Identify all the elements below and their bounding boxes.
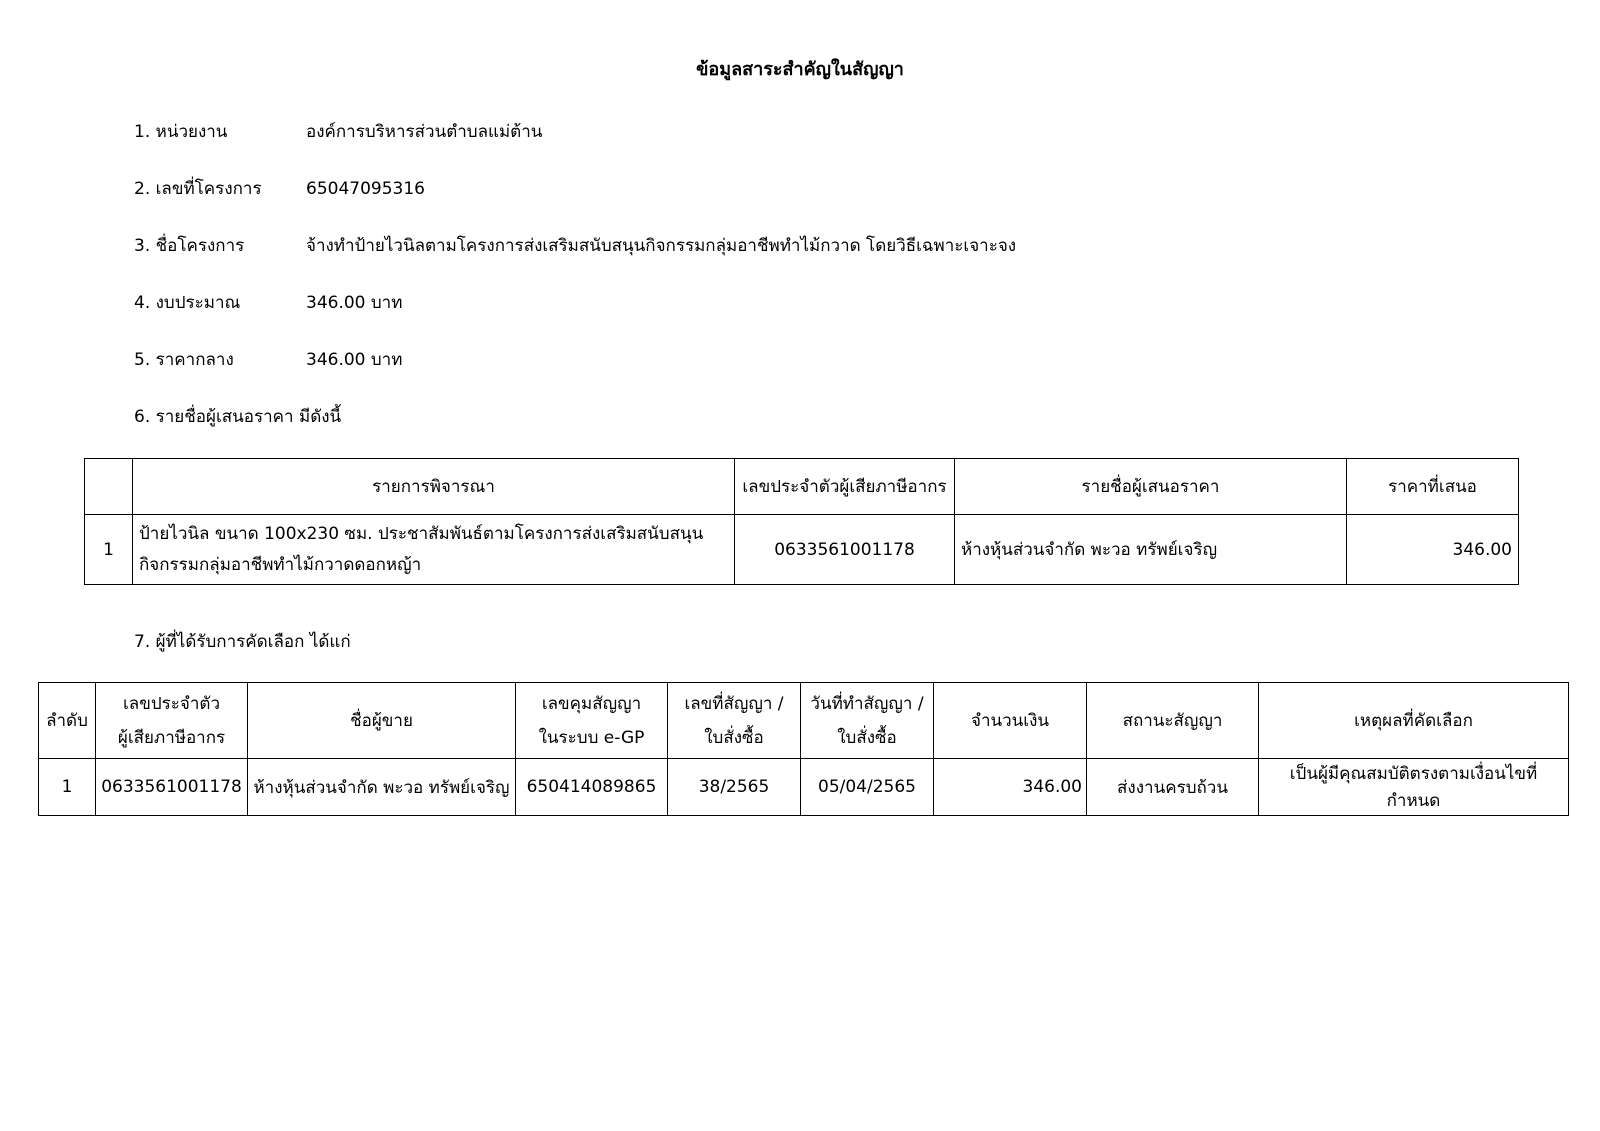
header-line: เลขประจำตัว xyxy=(123,693,220,714)
row-number: 1 xyxy=(39,759,96,816)
header-cell: รายชื่อผู้เสนอราคา xyxy=(955,459,1347,515)
info-budget xyxy=(134,291,402,315)
selected-table xyxy=(38,682,1569,816)
header-cell: รายการพิจารณา xyxy=(133,459,735,515)
info-median-price xyxy=(134,348,402,372)
contract-amount: 346.00 xyxy=(934,759,1087,816)
header-line: ผู้เสียภาษีอากร xyxy=(117,727,226,748)
header-cell xyxy=(96,683,248,759)
table-row xyxy=(39,759,1569,816)
seller-name: ห้างหุ้นส่วนจำกัด พะวอ ทรัพย์เจริญ xyxy=(248,759,516,816)
header-line: เลขคุมสัญญา xyxy=(541,693,642,714)
control-number: 650414089865 xyxy=(516,759,668,816)
table-header-row xyxy=(85,459,1519,515)
info-value: 346.00 บาท xyxy=(306,350,403,370)
info-project-name xyxy=(134,234,1016,258)
item-description xyxy=(133,515,735,585)
header-line: วันที่ทำสัญญา / xyxy=(810,693,924,714)
header-cell: เหตุผลที่คัดเลือก xyxy=(1259,683,1569,759)
bidders-table xyxy=(84,458,1519,585)
bidders-heading: 6. รายชื่อผู้เสนอราคา มีดังนี้ xyxy=(134,407,342,427)
info-label: 5. ราคากลาง xyxy=(134,350,234,370)
table-row xyxy=(85,515,1519,585)
selection-reason: เป็นผู้มีคุณสมบัติตรงตามเงื่อนไขที่กำหนด xyxy=(1259,759,1569,816)
header-cell: เลขประจำตัวผู้เสียภาษีอากร xyxy=(735,459,955,515)
selected-heading: 7. ผู้ที่ได้รับการคัดเลือก ได้แก่ xyxy=(134,632,351,652)
header-line: ใบสั่งซื้อ xyxy=(704,727,764,748)
info-label: 2. เลขที่โครงการ xyxy=(134,179,262,199)
header-cell: สถานะสัญญา xyxy=(1087,683,1259,759)
header-cell xyxy=(668,683,801,759)
item-line: กิจกรรมกลุ่มอาชีพทำไม้กวาดดอกหญ้า xyxy=(139,554,422,575)
header-cell: ลำดับ xyxy=(39,683,96,759)
header-cell: จำนวนเงิน xyxy=(934,683,1087,759)
contract-number: 38/2565 xyxy=(668,759,801,816)
bidder-name: ห้างหุ้นส่วนจำกัด พะวอ ทรัพย์เจริญ xyxy=(955,515,1347,585)
row-number: 1 xyxy=(85,515,133,585)
table-header-row xyxy=(39,683,1569,759)
header-cell: ราคาที่เสนอ xyxy=(1347,459,1519,515)
tax-id: 0633561001178 xyxy=(735,515,955,585)
info-value: องค์การบริหารส่วนตำบลแม่ต้าน xyxy=(306,122,543,142)
tax-id: 0633561001178 xyxy=(96,759,248,816)
header-cell xyxy=(85,459,133,515)
info-project-number xyxy=(134,177,425,201)
header-cell: ชื่อผู้ขาย xyxy=(248,683,516,759)
document-title: ข้อมูลสาระสำคัญในสัญญา xyxy=(696,59,904,80)
contract-status: ส่งงานครบถ้วน xyxy=(1087,759,1259,816)
info-agency xyxy=(134,120,542,144)
info-label: 1. หน่วยงาน xyxy=(134,122,228,142)
header-line: ใบสั่งซื้อ xyxy=(837,727,897,748)
info-value: 65047095316 xyxy=(306,179,425,199)
header-line: ในระบบ e-GP xyxy=(538,727,645,748)
header-cell xyxy=(516,683,668,759)
info-label: 3. ชื่อโครงการ xyxy=(134,236,245,256)
bid-price: 346.00 xyxy=(1347,515,1519,585)
item-line: ป้ายไวนิล ขนาด 100x230 ซม. ประชาสัมพันธ์ตามโครงการส่งเสริมสนับสนุน xyxy=(139,523,704,544)
info-value: 346.00 บาท xyxy=(306,293,403,313)
info-label: 4. งบประมาณ xyxy=(134,293,241,313)
info-value: จ้างทำป้ายไวนิลตามโครงการส่งเสริมสนับสนุนกิจกรรมกลุ่มอาชีพทำไม้กวาด โดยวิธีเฉพาะเจาะจง xyxy=(306,236,1017,256)
header-cell xyxy=(801,683,934,759)
header-line: เลขที่สัญญา / xyxy=(684,693,784,714)
contract-date: 05/04/2565 xyxy=(801,759,934,816)
